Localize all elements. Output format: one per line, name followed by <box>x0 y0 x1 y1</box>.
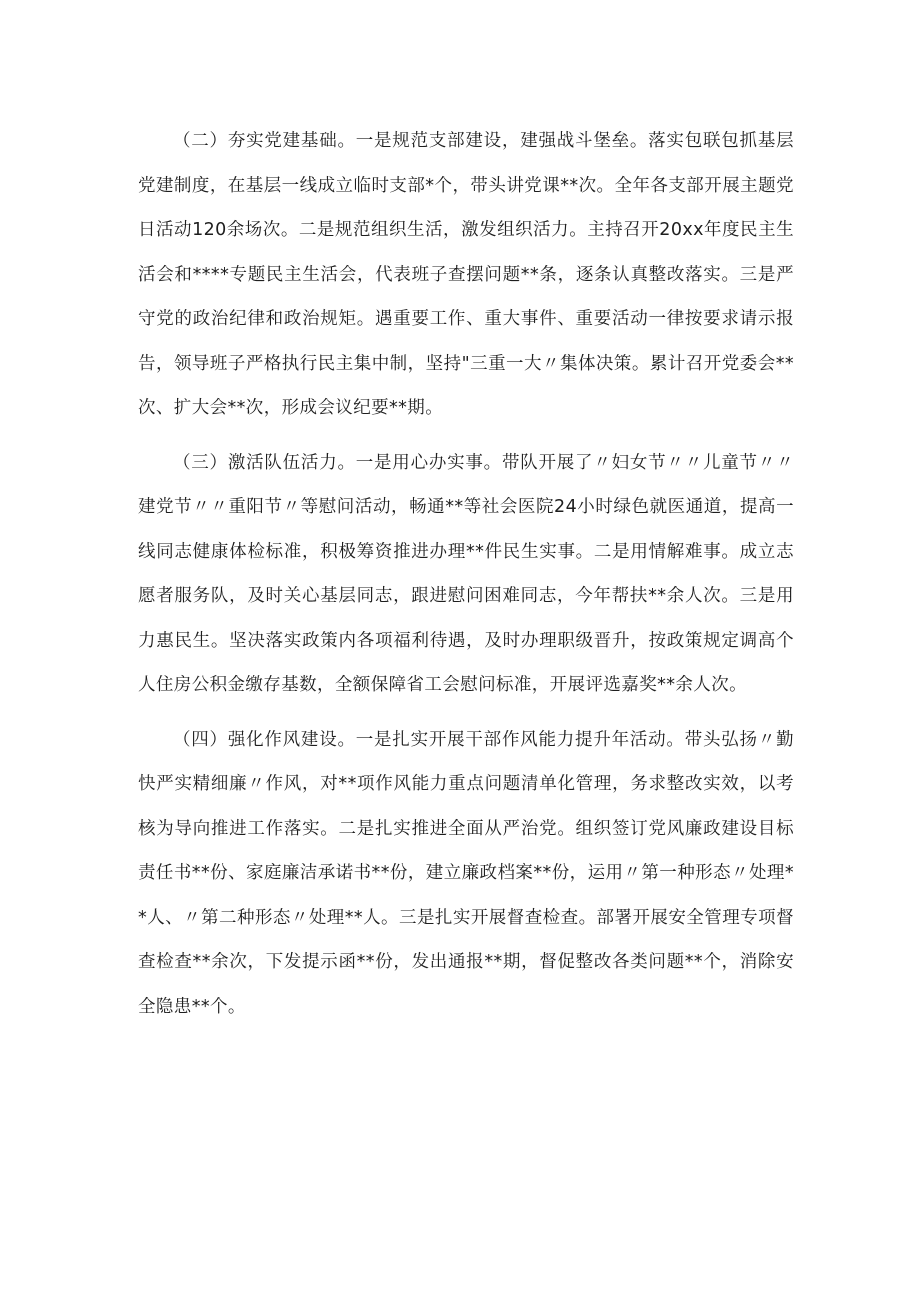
paragraph-activate-team-vitality: （三）激活队伍活力。一是用心办实事。带队开展了〃妇女节〃〃儿童节〃〃建党节〃〃重阳节〃等慰问活动，畅通**等社会医院24小时绿色就医通道，提高一线同志健康体检标准，积极筹资推进办理**件民生实事。二是用情解难事。成立志愿者服务队，及时关心基层同志，跟进慰问困难同志，今年帮扶**余人次。三是用力惠民生。坚决落实政策内各项福利待遇，及时办理职级晋升，按政策规定调高个人住房公积金缴存基数，全额保障省工会慰问标准，开展评选嘉奖**余人次。 <box>138 452 794 695</box>
document-body <box>138 119 794 1039</box>
paragraph-strengthen-work-style: （四）强化作风建设。一是扎实开展干部作风能力提升年活动。带头弘扬〃勤快严实精细廉〃作风，对**项作风能力重点问题清单化管理，务求整改实效，以考核为导向推进工作落实。二是扎实推进全面从严治党。组织签订党风廉政建设目标责任书**份、家庭廉洁承诺书**份，建立廉政档案**份，运用〃第一种形态〃处理**人、〃第二种形态〃处理**人。三是扎实开展督查检查。部署开展安全管理专项督查检查**余次，下发提示函**份，发出通报**期，督促整改各类问题**个，消除安全隐患**个。 <box>138 729 794 1017</box>
paragraph-strengthen-party-building: （二）夯实党建基础。一是规范支部建设，建强战斗堡垒。落实包联包抓基层党建制度，在基层一线成立临时支部*个，带头讲党课**次。全年各支部开展主题党日活动120余场次。二是规范组织生活，激发组织活力。主持召开20xx年度民主生活会和****专题民主生活会，代表班子查摆问题**条，逐条认真整改落实。三是严守党的政治纪律和政治规矩。遇重要工作、重大事件、重要活动一律按要求请示报告，领导班子严格执行民主集中制，坚持"三重一大〃集体决策。累计召开党委会**次、扩大会**次，形成会议纪要**期。 <box>138 131 794 418</box>
